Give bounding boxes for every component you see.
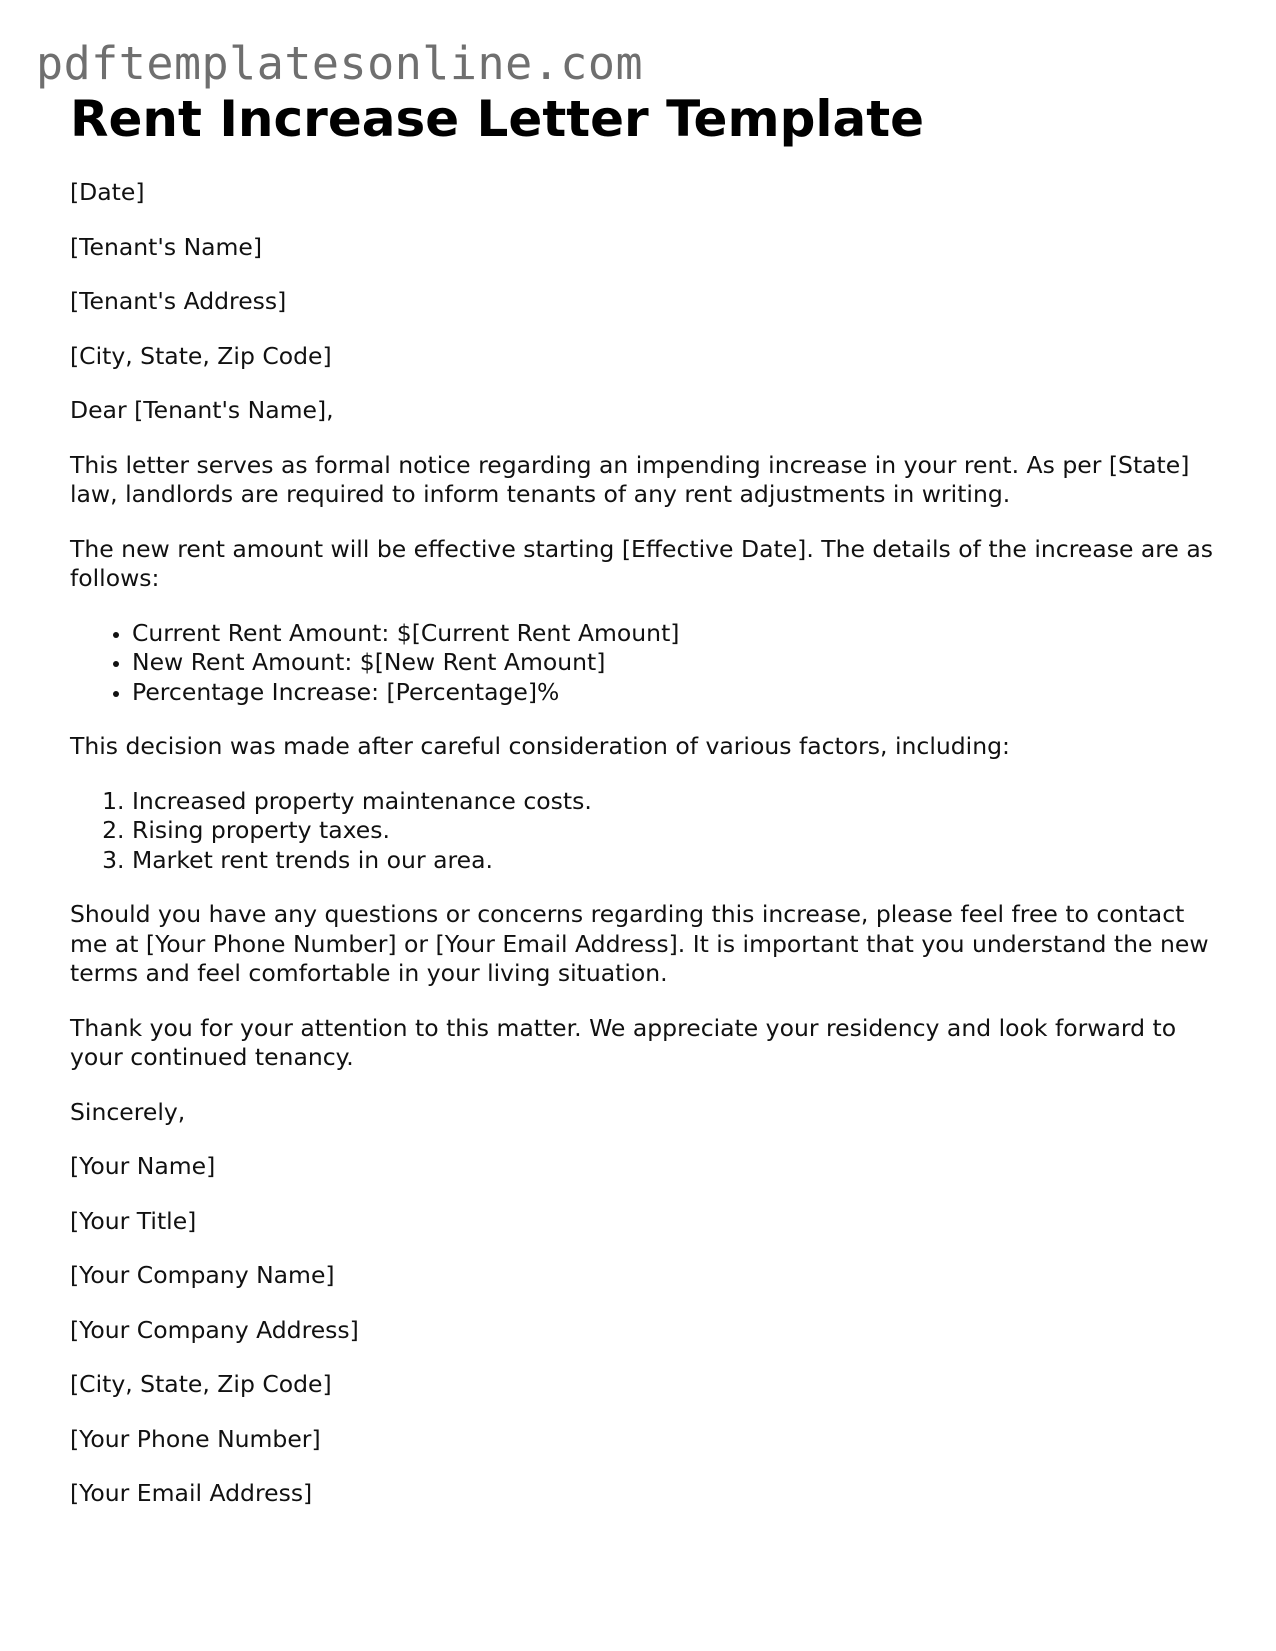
thanks-paragraph: Thank you for your attention to this matter. We appreciate your residency and look forward to your continued tenancy.	[70, 1013, 1177, 1071]
reasons-intro-paragraph: This decision was made after careful consideration of various factors, including:	[70, 732, 1010, 760]
rent-details-list	[70, 619, 1220, 708]
signature-title: [Your Title]	[70, 1206, 197, 1235]
date-line: [Date]	[70, 178, 145, 206]
page-title: Rent Increase Letter Template	[70, 90, 925, 148]
closing: Sincerely,	[70, 1097, 186, 1126]
watermark-text: pdftemplatesonline.com	[36, 37, 644, 90]
list-item: 2. Rising property taxes.	[132, 816, 1220, 846]
signature-email: [Your Email Address]	[70, 1479, 313, 1507]
tenant-city-line: [City, State, Zip Code]	[70, 341, 332, 370]
signature-company-name: [Your Company Name]	[70, 1261, 335, 1289]
list-item: • New Rent Amount: $[New Rent Amount]	[132, 648, 1220, 678]
tenant-name-line: [Tenant's Name]	[70, 232, 263, 261]
details-intro-paragraph: The new rent amount will be effective starting [Effective Date]. The details of the increase are as follows:	[70, 534, 1213, 592]
list-item: 1. Increased property maintenance costs.	[132, 787, 1220, 817]
letter-page	[70, 82, 1220, 1534]
signature-city: [City, State, Zip Code]	[70, 1370, 332, 1398]
tenant-address-line: [Tenant's Address]	[70, 287, 287, 315]
list-item: • Current Rent Amount: $[Current Rent Amount]	[132, 619, 1220, 649]
signature-name: [Your Name]	[70, 1152, 216, 1180]
salutation: Dear [Tenant's Name],	[70, 396, 334, 424]
list-item: 3. Market rent trends in our area.	[132, 846, 1220, 876]
list-item: • Percentage Increase: [Percentage]%	[132, 678, 1220, 708]
signature-phone: [Your Phone Number]	[70, 1424, 321, 1453]
reasons-list	[70, 787, 1220, 876]
intro-paragraph: This letter serves as formal notice regarding an impending increase in your rent. As per [State] law, landlords are required to inform tenants of any rent adjustments in writing.	[70, 450, 1190, 508]
contact-paragraph: Should you have any questions or concerns regarding this increase, please feel free to contact me at [Your Phone Number] or [Your Email Address]. It is important that you understand the new terms and feel comfortable in your living situation.	[70, 900, 1209, 987]
letter-body	[70, 178, 1220, 1509]
signature-company-address: [Your Company Address]	[70, 1315, 359, 1344]
